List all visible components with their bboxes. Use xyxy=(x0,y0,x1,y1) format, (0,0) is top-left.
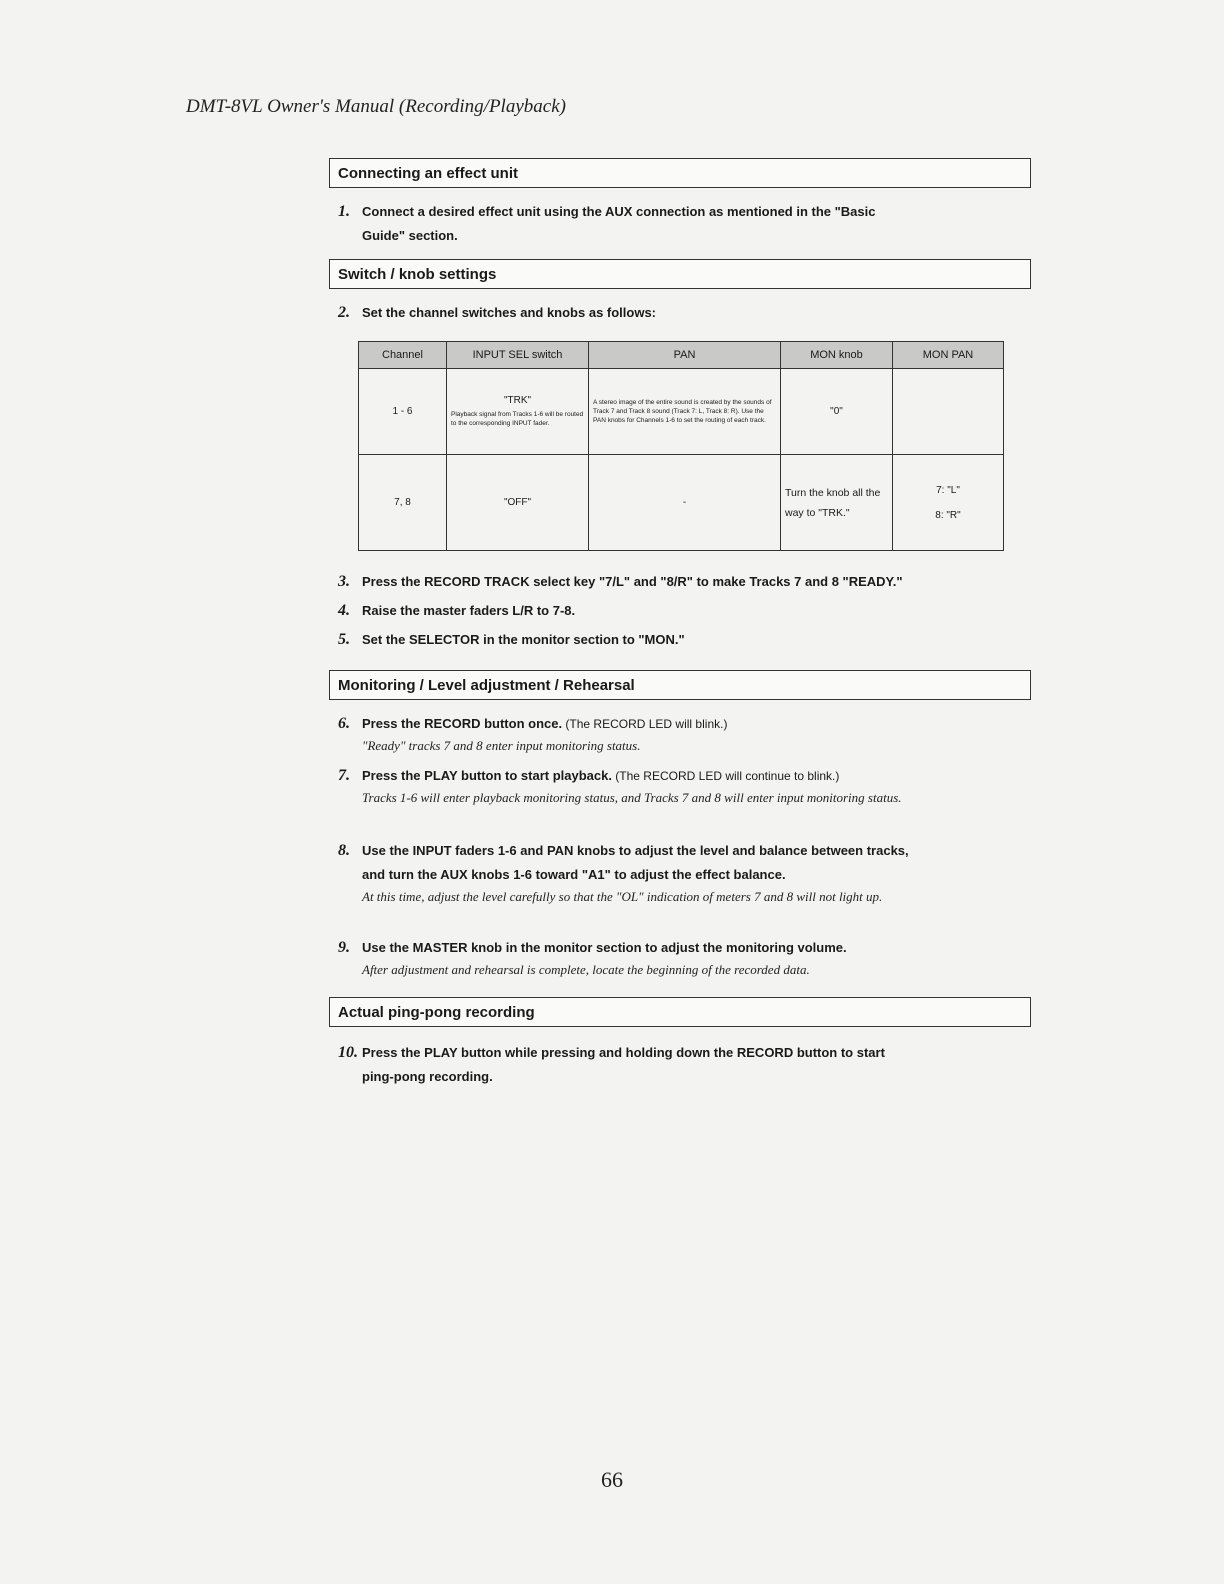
header-mon-pan: MON PAN xyxy=(893,342,1004,369)
step-text-continued: Guide" section. xyxy=(362,228,458,243)
step-note: "Ready" tracks 7 and 8 enter input monitoring status. xyxy=(362,738,641,753)
mon-pan-left: 7: "L" xyxy=(936,484,960,496)
step-note: After adjustment and rehearsal is complete, locate the beginning of the recorded data. xyxy=(362,962,810,977)
step-text: Press the RECORD button once. xyxy=(362,716,563,731)
step-text: Use the MASTER knob in the monitor section to adjust the monitoring volume. xyxy=(362,940,847,955)
step-text: Connect a desired effect unit using the AUX connection as mentioned in the "Basic xyxy=(362,204,876,219)
cell-mon-pan xyxy=(893,455,1004,551)
header-pan: PAN xyxy=(589,342,781,369)
step-text: Set the SELECTOR in the monitor section to "MON." xyxy=(362,632,685,647)
cell-mon-pan xyxy=(893,369,1004,455)
step-remark: (The RECORD LED will continue to blink.) xyxy=(611,769,840,783)
step-number: 8. xyxy=(338,842,350,859)
cell-pan: A stereo image of the entire sound is created by the sounds of Track 7 and Track 8 sound (Track 7: L, Track 8: R). Use the PAN knobs for Channels 1-6 to set the routing of each track. xyxy=(589,369,781,455)
step-text-continued: and turn the AUX knobs 1-6 toward "A1" to adjust the effect balance. xyxy=(362,867,786,882)
header-channel: Channel xyxy=(359,342,447,369)
step-9 xyxy=(338,936,1028,979)
step-note: At this time, adjust the level carefully so that the "OL" indication of meters 7 and 8 will not light up. xyxy=(362,889,883,904)
step-number: 3. xyxy=(338,573,350,590)
step-text: Press the PLAY button to start playback. xyxy=(362,768,612,783)
cell-input-sel: "OFF" xyxy=(447,455,589,551)
step-10 xyxy=(338,1041,1028,1089)
section-monitor-heading: Monitoring / Level adjustment / Rehearsal xyxy=(329,670,1031,700)
header-input-sel: INPUT SEL switch xyxy=(447,342,589,369)
cell-input-sel xyxy=(447,369,589,455)
table-row xyxy=(359,369,1004,455)
step-number: 9. xyxy=(338,939,350,956)
step-number: 5. xyxy=(338,631,350,648)
step-3 xyxy=(338,570,1028,594)
section-switch-heading: Switch / knob settings xyxy=(329,259,1031,289)
cell-channel: 1 - 6 xyxy=(359,369,447,455)
step-4 xyxy=(338,599,1028,623)
cell-mon-knob: "0" xyxy=(781,369,893,455)
settings-table xyxy=(358,341,1004,551)
step-number: 4. xyxy=(338,602,350,619)
step-number: 2. xyxy=(338,304,350,321)
cell-pan: - xyxy=(589,455,781,551)
table-header-row xyxy=(359,342,1004,369)
step-number: 1. xyxy=(338,203,350,220)
cell-channel: 7, 8 xyxy=(359,455,447,551)
input-sel-note: Playback signal from Tracks 1-6 will be routed to the corresponding INPUT fader. xyxy=(451,411,584,427)
section-connect-heading: Connecting an effect unit xyxy=(329,158,1031,188)
step-number: 6. xyxy=(338,715,350,732)
page-header: DMT-8VL Owner's Manual (Recording/Playback) xyxy=(186,96,566,117)
step-text: Raise the master faders L/R to 7-8. xyxy=(362,603,576,618)
step-7 xyxy=(338,764,1028,807)
input-sel-value: "TRK" xyxy=(503,395,532,406)
step-6 xyxy=(338,712,1028,755)
step-5 xyxy=(338,628,1028,652)
mon-pan-right: 8: "R" xyxy=(935,509,961,521)
step-1 xyxy=(338,200,1028,248)
step-number: 10. xyxy=(338,1044,358,1061)
step-text: Set the channel switches and knobs as follows: xyxy=(362,305,657,320)
header-mon-knob: MON knob xyxy=(781,342,893,369)
step-text: Use the INPUT faders 1-6 and PAN knobs to adjust the level and balance between tracks, xyxy=(362,843,909,858)
cell-mon-knob: Turn the knob all the way to "TRK." xyxy=(781,455,893,551)
step-8 xyxy=(338,839,1028,906)
step-remark: (The RECORD LED will blink.) xyxy=(562,717,728,731)
table-row xyxy=(359,455,1004,551)
section-actual-heading: Actual ping-pong recording xyxy=(329,997,1031,1027)
step-text-continued: ping-pong recording. xyxy=(362,1069,493,1084)
step-text: Press the PLAY button while pressing and holding down the RECORD button to start xyxy=(362,1045,885,1060)
step-number: 7. xyxy=(338,767,350,784)
page-number: 66 xyxy=(601,1467,623,1492)
step-text: Press the RECORD TRACK select key "7/L" and "8/R" to make Tracks 7 and 8 "READY." xyxy=(362,574,903,589)
step-note: Tracks 1-6 will enter playback monitoring status, and Tracks 7 and 8 will enter input monitoring status. xyxy=(362,790,902,805)
step-2 xyxy=(338,301,1028,325)
